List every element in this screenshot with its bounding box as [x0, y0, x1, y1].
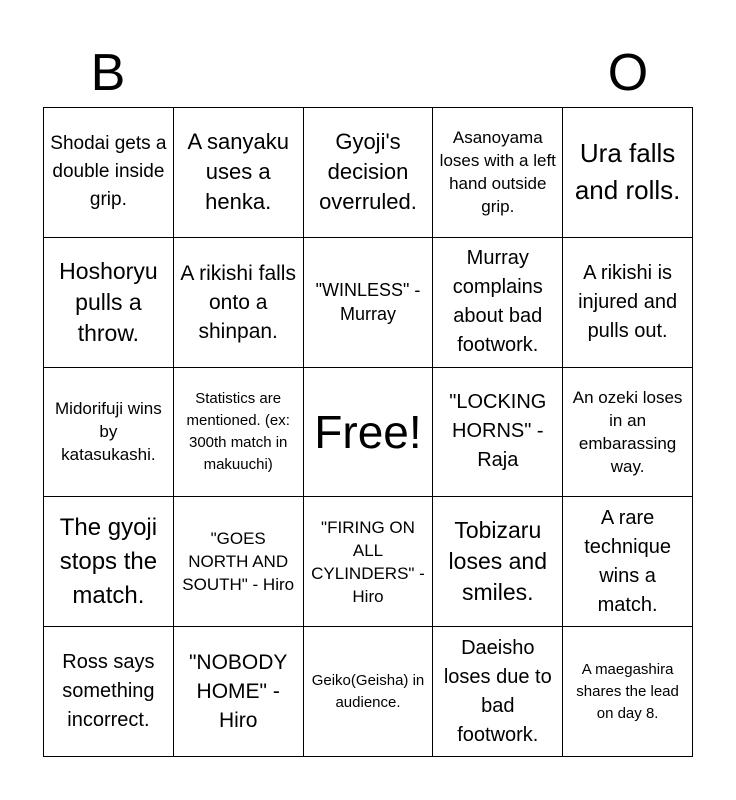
bingo-cell-free[interactable]	[304, 368, 434, 498]
cell-text: A rikishi is injured and pulls out.	[578, 261, 678, 342]
bingo-cell-r1c5[interactable]	[563, 108, 693, 238]
bingo-cell-r3c2[interactable]	[174, 368, 304, 498]
cell-text: Murray complains about bad footwork.	[452, 247, 543, 357]
cell-text: Midorifuji wins by katasukashi.	[55, 399, 162, 465]
cell-text: "WINLESS" - Murray	[315, 280, 421, 325]
cell-text: A rare technique wins a match.	[584, 506, 671, 616]
bingo-cell-r2c4[interactable]	[433, 238, 563, 368]
cell-text: Tobizaru loses and smiles.	[448, 517, 548, 606]
bingo-cell-r3c4[interactable]	[433, 368, 563, 498]
cell-text: Gyoji's decision overruled.	[319, 129, 417, 215]
bingo-cell-r1c2[interactable]	[174, 108, 304, 238]
bingo-cell-r5c4[interactable]	[433, 627, 563, 757]
bingo-cell-r2c5[interactable]	[563, 238, 693, 368]
cell-text: The gyoji stops the match.	[59, 513, 158, 609]
cell-text: Asanoyama loses with a left hand outside grip.	[439, 128, 556, 217]
bingo-cell-r5c2[interactable]	[174, 627, 304, 757]
bingo-grid	[43, 107, 693, 757]
cell-text: Daeisho loses due to bad footwork.	[443, 636, 552, 746]
cell-text: A sanyaku uses a henka.	[187, 129, 289, 215]
bingo-cell-r1c4[interactable]	[433, 108, 563, 238]
header-letter-n	[303, 40, 433, 106]
cell-text: "FIRING ON ALL CYLINDERS" - Hiro	[311, 517, 425, 606]
cell-text: A maegashira shares the lead on day 8.	[576, 660, 679, 722]
bingo-cell-r4c1[interactable]	[44, 497, 174, 627]
header-letter-g	[433, 40, 563, 106]
cell-text: Ross says something incorrect.	[62, 651, 155, 732]
cell-text: Shodai gets a double inside grip.	[50, 133, 167, 211]
cell-text: Statistics are mentioned. (ex: 300th match in makuuchi)	[186, 389, 290, 473]
bingo-cell-r2c2[interactable]	[174, 238, 304, 368]
cell-text: "GOES NORTH AND SOUTH" - Hiro	[182, 529, 295, 595]
header-letter-b: B	[90, 44, 126, 102]
bingo-cell-r3c5[interactable]	[563, 368, 693, 498]
cell-text: Hoshoryu pulls a throw.	[59, 257, 158, 346]
bingo-cell-r1c1[interactable]	[44, 108, 174, 238]
cell-text: Geiko(Geisha) in audience.	[311, 671, 425, 711]
bingo-cell-r4c3[interactable]	[304, 497, 434, 627]
free-space-text: Free!	[314, 405, 422, 458]
bingo-cell-r2c1[interactable]	[44, 238, 174, 368]
header-letter-o: O	[607, 44, 649, 102]
bingo-cell-r3c1[interactable]	[44, 368, 174, 498]
cell-text: A rikishi falls onto a shinpan.	[180, 261, 296, 343]
bingo-cell-r4c4[interactable]	[433, 497, 563, 627]
cell-text: An ozeki loses in an embarassing way.	[572, 387, 683, 476]
bingo-cell-r5c1[interactable]	[44, 627, 174, 757]
cell-text: Ura falls and rolls.	[574, 138, 681, 206]
bingo-header	[43, 40, 693, 106]
bingo-cell-r5c5[interactable]	[563, 627, 693, 757]
bingo-cell-r4c2[interactable]	[174, 497, 304, 627]
cell-text: "NOBODY HOME" - Hiro	[188, 651, 288, 733]
bingo-cell-r4c5[interactable]	[563, 497, 693, 627]
bingo-cell-r1c3[interactable]	[304, 108, 434, 238]
bingo-cell-r2c3[interactable]	[304, 238, 434, 368]
cell-text: "LOCKING HORNS" - Raja	[449, 391, 547, 472]
header-letter-i	[173, 40, 303, 106]
bingo-cell-r5c3[interactable]	[304, 627, 434, 757]
